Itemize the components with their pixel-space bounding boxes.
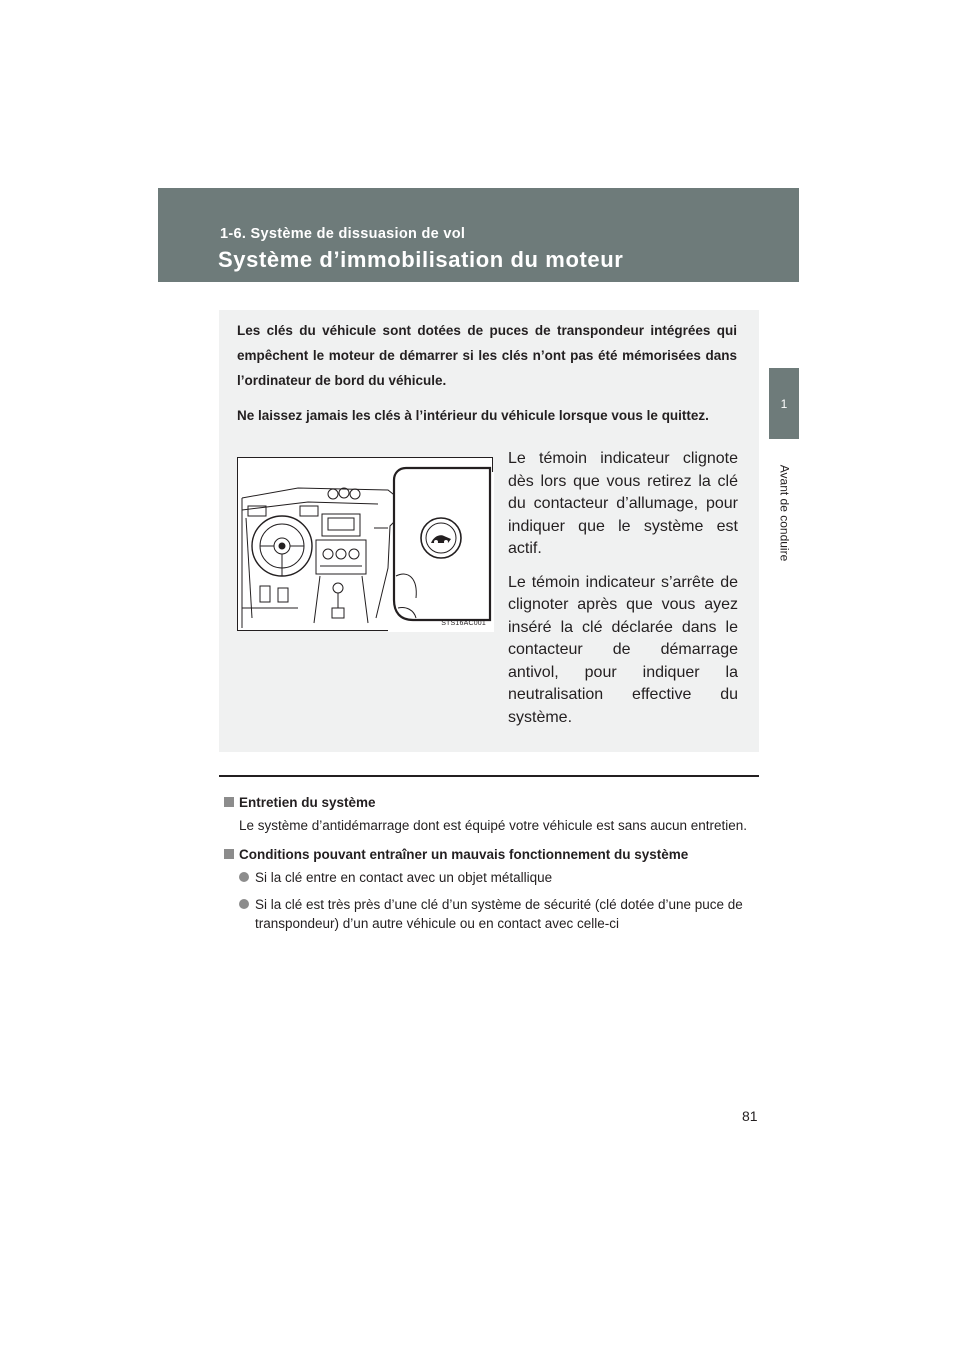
chapter-label-text: Avant de conduire xyxy=(777,464,792,562)
indicator-description xyxy=(508,448,738,740)
note-heading-text: Conditions pouvant entraîner un mauvais fonctionnement du système xyxy=(239,847,689,862)
dashboard-drawing xyxy=(238,458,494,632)
intro-text xyxy=(237,318,737,438)
list-item-text: Si la clé entre en contact avec un objet métallique xyxy=(255,870,553,885)
note-heading xyxy=(224,793,758,812)
section-title: 1-6. Système de dissuasion de vol xyxy=(220,226,466,242)
list-item xyxy=(224,895,758,933)
intro-paragraph: Les clés du véhicule sont dotées de puces de transpondeur intégrées qui empêchent le moteur de démarrer si les clés n’ont pas été mémorisées dans l’ordinateur de bord du véhicule. xyxy=(237,323,737,388)
indicator-paragraph: Le témoin indicateur clignote dès lors que vous retirez la clé du contacteur d’allumage, pour indiquer que le système est actif. xyxy=(508,450,738,557)
round-bullet-icon xyxy=(239,899,249,909)
square-bullet-icon xyxy=(224,849,234,859)
round-bullet-icon xyxy=(239,872,249,882)
notes-section xyxy=(224,793,758,941)
square-bullet-icon xyxy=(224,797,234,807)
chapter-tab xyxy=(769,368,799,439)
list-item xyxy=(224,868,758,887)
intro-paragraph: Ne laissez jamais les clés à l’intérieur du véhicule lorsque vous le quittez. xyxy=(237,408,709,423)
chapter-number: 1 xyxy=(780,396,788,411)
dashboard-illustration xyxy=(237,457,493,631)
chapter-header xyxy=(158,188,799,282)
section-divider xyxy=(219,775,759,777)
list-item-text: Si la clé est très près d’une clé d’un système de sécurité (clé dotée d’une puce de transpondeur) d’un autre véhicule ou en contact avec celle-ci xyxy=(255,897,743,931)
info-box xyxy=(219,310,759,752)
page-title: Système d’immobilisation du moteur xyxy=(218,247,624,272)
note-body: Le système d’antidémarrage dont est équipé votre véhicule est sans aucun entretien. xyxy=(239,818,748,833)
page-number: 81 xyxy=(742,1108,758,1124)
figure-code: STS16AC001 xyxy=(441,620,486,627)
chapter-tab-label xyxy=(769,448,799,578)
note-heading xyxy=(224,845,758,864)
indicator-paragraph: Le témoin indicateur s’arrête de clignoter après que vous ayez inséré la clé déclarée dans le contacteur de démarrage antivol, pour indiquer la neutralisation effective du système. xyxy=(508,573,738,726)
note-heading-text: Entretien du système xyxy=(239,795,376,810)
